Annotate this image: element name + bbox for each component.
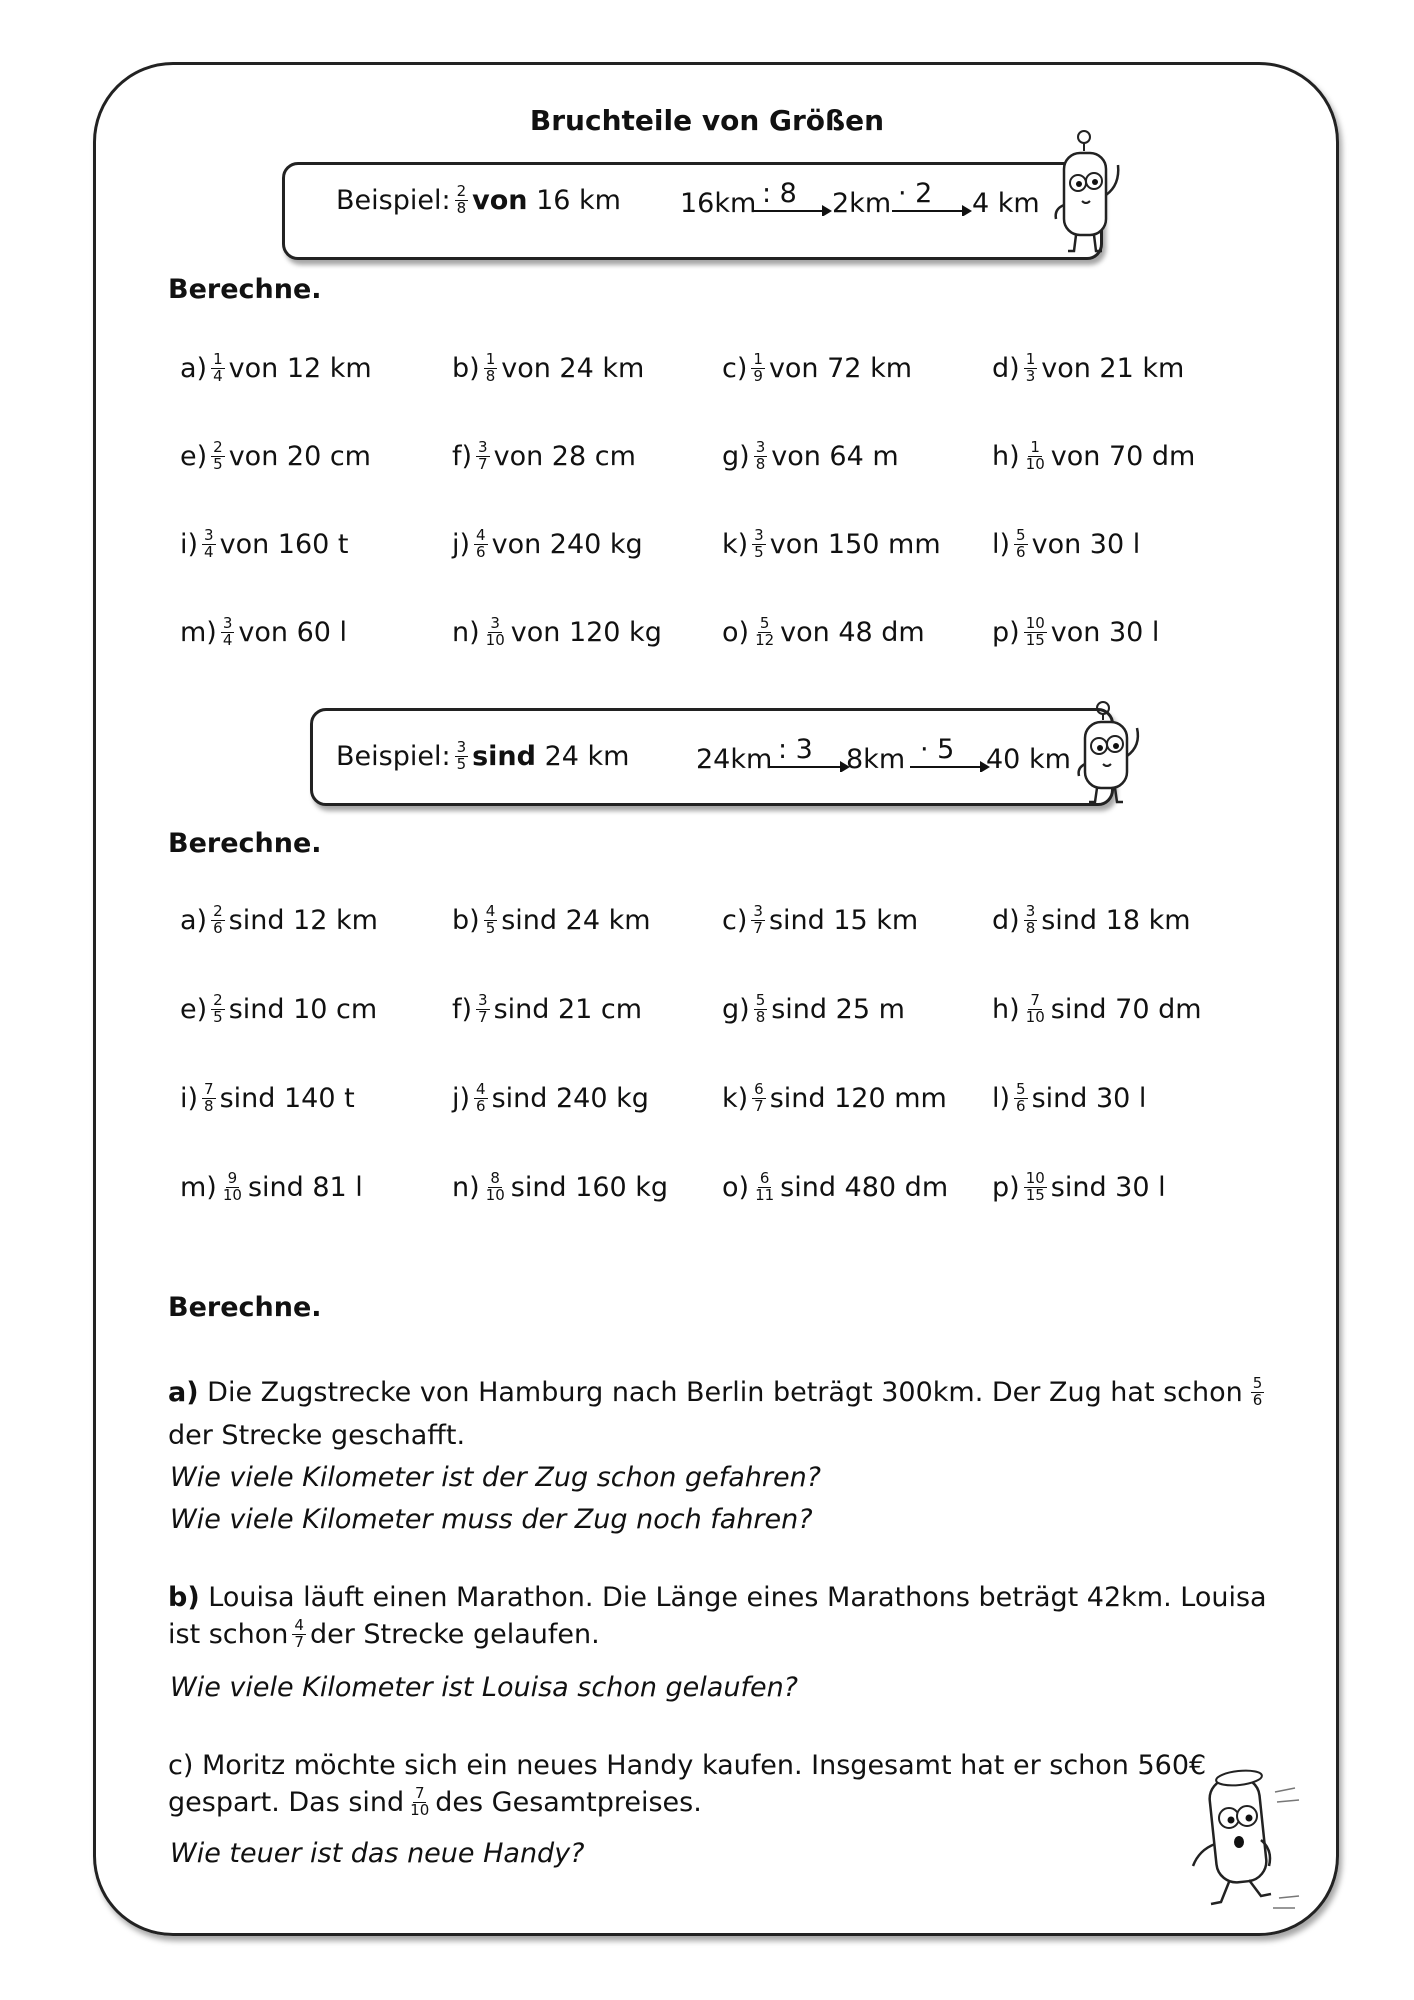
task-label: h)	[992, 993, 1020, 1025]
task-fraction	[202, 528, 216, 561]
fraction-denominator: 10	[485, 1185, 505, 1204]
task-text: von 120 kg	[510, 616, 662, 648]
fraction-denominator: 15	[1025, 1185, 1045, 1204]
task-item	[452, 904, 651, 937]
task-item	[452, 528, 643, 561]
task-fraction	[484, 616, 507, 649]
page-title: Bruchteile von Größen	[529, 104, 885, 137]
fraction-numerator: 5	[1016, 526, 1026, 544]
task-text: von 30 l	[1031, 528, 1141, 560]
task-fraction	[753, 1171, 776, 1204]
fraction-denominator: 9	[753, 366, 763, 385]
fraction-numerator: 4	[485, 902, 496, 920]
task-label: f)	[452, 993, 473, 1025]
fraction-numerator: 3	[754, 526, 764, 544]
task-label: k)	[722, 1082, 749, 1114]
fraction-denominator: 10	[1025, 454, 1045, 473]
chain-op1: : 8	[762, 178, 797, 209]
fraction-denominator: 7	[753, 918, 763, 937]
task-fraction	[751, 904, 765, 937]
mascot-idea-icon	[1075, 698, 1165, 808]
task-item	[722, 993, 905, 1026]
chain-arrow-1	[768, 756, 852, 772]
fraction-denominator: 6	[476, 542, 486, 561]
task-text: sind 30 l	[1031, 1082, 1147, 1114]
word-problem-a-line1	[168, 1376, 1268, 1409]
fraction-numerator: 4	[294, 1616, 304, 1634]
task-item	[992, 1171, 1166, 1204]
task-text: sind 30 l	[1050, 1171, 1166, 1203]
task-text: von 20 cm	[228, 440, 371, 472]
task-fraction	[211, 352, 225, 385]
task-fraction	[752, 528, 766, 561]
word-problem-b-line1	[168, 1582, 1267, 1613]
task-fraction	[1024, 352, 1038, 385]
task-label: h)	[992, 440, 1020, 472]
fraction-numerator: 4	[476, 526, 486, 544]
task-label: a)	[180, 352, 208, 384]
word-problem-text: gespart. Das sind	[168, 1786, 405, 1818]
task-label: n)	[452, 1171, 480, 1203]
word-problem-a-question2: Wie viele Kilometer muss der Zug noch fahren?	[170, 1504, 813, 1535]
fraction-numerator: 10	[1025, 1169, 1045, 1187]
task-label: d)	[992, 352, 1020, 384]
task-label: b)	[452, 904, 480, 936]
example-quantity: 16 km	[536, 184, 621, 216]
task-label: m)	[180, 616, 217, 648]
task-text: von 160 t	[219, 528, 349, 560]
fraction-numerator: 3	[490, 614, 500, 632]
task-text: sind 18 km	[1041, 904, 1191, 936]
task-item	[180, 904, 378, 937]
task-item	[722, 1171, 948, 1204]
task-text: von 48 dm	[780, 616, 925, 648]
task-item	[180, 1171, 363, 1204]
task-text: sind 25 m	[771, 993, 905, 1025]
chain-op2: · 2	[898, 178, 933, 209]
fraction-numerator: 3	[1025, 902, 1036, 920]
mascot-idea-icon	[1050, 125, 1140, 260]
fraction-numerator: 5	[1016, 1080, 1026, 1098]
task-label: i)	[180, 1082, 199, 1114]
task-fraction	[753, 616, 776, 649]
fraction-denominator: 10	[410, 1800, 430, 1819]
fraction-denominator: 10	[222, 1185, 242, 1204]
task-label: l)	[992, 528, 1011, 560]
task-label: j)	[452, 1082, 471, 1114]
fraction-denominator: 8	[755, 1007, 766, 1026]
word-problem-text: der Strecke gelaufen.	[309, 1618, 600, 1650]
task-item	[180, 352, 372, 385]
task-label: e)	[180, 440, 208, 472]
task-text: von 72 km	[768, 352, 913, 384]
task-text: sind 240 kg	[491, 1082, 649, 1114]
example-sind-text	[336, 740, 629, 773]
task-fraction	[474, 528, 488, 561]
task-label: k)	[722, 528, 749, 560]
fraction-numerator: 6	[759, 1169, 770, 1187]
heading-berechne-2: Berechne.	[168, 828, 322, 859]
task-fraction	[751, 352, 765, 385]
fraction-numerator: 5	[759, 614, 770, 632]
task-item	[180, 528, 349, 561]
task-item	[180, 993, 377, 1026]
chain-mid: 2km	[832, 188, 892, 219]
chain-op2: · 5	[920, 734, 955, 765]
fraction-denominator: 10	[1025, 1007, 1045, 1026]
fraction-numerator: 7	[414, 1784, 425, 1802]
fraction-numerator: 10	[1025, 614, 1045, 632]
task-text: von 21 km	[1041, 352, 1185, 384]
word-problem-b-question1: Wie viele Kilometer ist Louisa schon gelaufen?	[170, 1672, 799, 1703]
fraction-denominator: 5	[213, 454, 223, 473]
task-label: b)	[452, 352, 480, 384]
fraction-denominator: 7	[294, 1632, 304, 1651]
chain-start: 16km	[680, 188, 757, 219]
task-fraction	[211, 904, 225, 937]
word-problem-c-question1: Wie teuer ist das neue Handy?	[170, 1838, 585, 1869]
task-item	[180, 616, 347, 649]
task-fraction	[484, 1171, 507, 1204]
task-text: von 240 kg	[491, 528, 643, 560]
heading-berechne-1: Berechne.	[168, 274, 322, 305]
fraction-numerator: 9	[227, 1169, 238, 1187]
task-fraction	[752, 1082, 766, 1115]
fraction-denominator: 5	[213, 1007, 223, 1026]
task-text: von 60 l	[238, 616, 348, 648]
task-fraction	[1024, 993, 1047, 1026]
task-fraction	[474, 1082, 488, 1115]
fraction-numerator: 1	[1030, 438, 1040, 456]
task-item	[452, 993, 642, 1026]
word-problem-c-line2	[168, 1786, 702, 1819]
task-fraction	[484, 352, 498, 385]
task-item	[992, 440, 1195, 473]
task-fraction	[484, 904, 498, 937]
task-text: sind 70 dm	[1050, 993, 1202, 1025]
fraction-denominator: 6	[1016, 1096, 1026, 1115]
task-item	[722, 440, 899, 473]
fraction-denominator: 15	[1025, 630, 1045, 649]
task-item	[722, 904, 918, 937]
fraction-numerator: 1	[485, 350, 496, 368]
fraction-denominator: 6	[213, 918, 223, 937]
task-item	[722, 352, 912, 385]
task-label: a)	[180, 904, 208, 936]
task-label: l)	[992, 1082, 1011, 1114]
task-item	[992, 904, 1191, 937]
heading-berechne-3: Berechne.	[168, 1292, 322, 1323]
task-label: p)	[992, 1171, 1020, 1203]
fraction-denominator: 8	[1025, 918, 1036, 937]
example-keyword: von	[472, 184, 528, 216]
task-text: von 12 km	[228, 352, 372, 384]
task-label: c)	[722, 904, 748, 936]
fraction-denominator: 8	[755, 454, 766, 473]
word-problem-label: b)	[168, 1582, 200, 1613]
word-problem-label: a)	[168, 1376, 199, 1408]
word-problem-text: des Gesamtpreises.	[435, 1786, 702, 1818]
fraction-numerator: 3	[478, 438, 488, 456]
word-problem-fraction	[1251, 1376, 1265, 1409]
task-text: sind 10 cm	[228, 993, 378, 1025]
task-item	[722, 616, 925, 649]
word-problem-a-question1: Wie viele Kilometer ist der Zug schon gefahren?	[170, 1462, 822, 1493]
fraction-numerator: 3	[478, 991, 488, 1009]
fraction-denominator: 8	[456, 198, 467, 217]
fraction-denominator: 7	[478, 1007, 488, 1026]
task-label: c)	[722, 352, 748, 384]
chain-end: 40 km	[986, 744, 1071, 775]
fraction-numerator: 2	[213, 991, 223, 1009]
fraction-numerator: 4	[476, 1080, 486, 1098]
example-von-text	[336, 184, 621, 217]
word-problem-text: ist schon	[168, 1618, 289, 1650]
task-label: g)	[722, 440, 750, 472]
chain-arrow-2	[890, 200, 974, 216]
task-text: sind 24 km	[501, 904, 651, 936]
fraction-denominator: 4	[204, 542, 214, 561]
task-text: sind 21 cm	[493, 993, 643, 1025]
task-item	[452, 1171, 668, 1204]
task-label: p)	[992, 616, 1020, 648]
fraction-numerator: 8	[490, 1169, 500, 1187]
example-quantity: 24 km	[544, 740, 630, 772]
fraction-numerator: 3	[204, 526, 214, 544]
word-problem-a-line2: der Strecke geschafft.	[168, 1420, 466, 1451]
task-label: i)	[180, 528, 199, 560]
task-text: von 30 l	[1050, 616, 1160, 648]
task-fraction	[1024, 904, 1038, 937]
fraction-numerator: 3	[755, 438, 766, 456]
task-text: sind 120 mm	[769, 1082, 947, 1114]
fraction-denominator: 5	[456, 754, 467, 773]
task-fraction	[1014, 528, 1028, 561]
mascot-running-icon	[1185, 1758, 1305, 1918]
word-problem-text: Louisa läuft einen Marathon. Die Länge eines Marathons beträgt 42km. Louisa	[208, 1582, 1267, 1613]
task-label: e)	[180, 993, 208, 1025]
task-item	[452, 440, 636, 473]
task-label: g)	[722, 993, 750, 1025]
word-problem-b-line2	[168, 1618, 600, 1651]
task-fraction	[754, 993, 768, 1026]
fraction-numerator: 2	[213, 438, 223, 456]
task-item	[452, 616, 662, 649]
task-fraction	[476, 440, 490, 473]
fraction-denominator: 6	[1252, 1390, 1263, 1409]
fraction-numerator: 2	[456, 182, 467, 200]
fraction-denominator: 6	[1016, 542, 1026, 561]
example-keyword: sind	[472, 740, 536, 772]
task-item	[992, 1082, 1146, 1115]
fraction-numerator: 3	[456, 738, 467, 756]
example-prefix: Beispiel:	[336, 740, 451, 772]
task-label: n)	[452, 616, 480, 648]
task-label: o)	[722, 616, 750, 648]
task-fraction	[754, 440, 768, 473]
task-fraction	[1024, 440, 1047, 473]
fraction-numerator: 5	[755, 991, 766, 1009]
task-item	[452, 1082, 649, 1115]
word-problem-text: Die Zugstrecke von Hamburg nach Berlin beträgt 300km. Der Zug hat schon	[207, 1376, 1243, 1408]
task-fraction	[1024, 616, 1047, 649]
fraction-denominator: 5	[754, 542, 764, 561]
task-text: sind 15 km	[768, 904, 919, 936]
chain-arrow-1	[750, 200, 834, 216]
fraction-denominator: 12	[755, 630, 775, 649]
task-text: von 64 m	[771, 440, 899, 472]
task-text: von 28 cm	[493, 440, 636, 472]
task-item	[992, 616, 1159, 649]
task-fraction	[476, 993, 490, 1026]
fraction-denominator: 7	[754, 1096, 764, 1115]
fraction-numerator: 2	[213, 902, 223, 920]
task-item	[722, 1082, 947, 1115]
chain-start: 24km	[696, 744, 773, 775]
task-text: von 70 dm	[1050, 440, 1196, 472]
task-label: f)	[452, 440, 473, 472]
fraction-denominator: 4	[213, 366, 223, 385]
chain-arrow-2	[908, 756, 992, 772]
task-fraction	[221, 616, 235, 649]
chain-end: 4 km	[972, 188, 1040, 219]
task-item	[452, 352, 644, 385]
task-item	[722, 528, 941, 561]
task-label: m)	[180, 1171, 217, 1203]
task-item	[992, 993, 1202, 1026]
word-problem-fraction	[408, 1786, 431, 1819]
fraction-numerator: 1	[1025, 350, 1036, 368]
fraction-denominator: 8	[485, 366, 496, 385]
task-item	[180, 440, 371, 473]
task-fraction	[1024, 1171, 1047, 1204]
fraction-numerator: 1	[753, 350, 763, 368]
fraction-numerator: 7	[1030, 991, 1040, 1009]
fraction-denominator: 3	[1025, 366, 1036, 385]
task-text: sind 140 t	[219, 1082, 355, 1114]
task-fraction	[221, 1171, 244, 1204]
task-text: sind 160 kg	[510, 1171, 669, 1203]
fraction-numerator: 7	[204, 1080, 214, 1098]
task-text: von 150 mm	[769, 528, 941, 560]
fraction-denominator: 10	[485, 630, 505, 649]
chain-op1: : 3	[778, 734, 813, 765]
fraction-numerator: 3	[753, 902, 763, 920]
task-fraction	[1014, 1082, 1028, 1115]
word-problem-c-line1: c) Moritz möchte sich ein neues Handy kaufen. Insgesamt hat er schon 560€	[168, 1750, 1207, 1781]
example-fraction	[455, 740, 469, 773]
task-text: sind 81 l	[247, 1171, 363, 1203]
fraction-denominator: 4	[222, 630, 233, 649]
fraction-numerator: 6	[754, 1080, 764, 1098]
task-item	[992, 528, 1140, 561]
example-prefix: Beispiel:	[336, 184, 451, 216]
fraction-denominator: 8	[204, 1096, 214, 1115]
fraction-denominator: 5	[485, 918, 496, 937]
fraction-numerator: 3	[222, 614, 233, 632]
task-text: von 24 km	[501, 352, 645, 384]
task-label: d)	[992, 904, 1020, 936]
word-problem-fraction	[292, 1618, 306, 1651]
task-text: sind 480 dm	[780, 1171, 949, 1203]
fraction-numerator: 1	[213, 350, 223, 368]
fraction-numerator: 5	[1252, 1374, 1263, 1392]
task-item	[992, 352, 1184, 385]
fraction-denominator: 6	[476, 1096, 486, 1115]
task-text: sind 12 km	[228, 904, 378, 936]
example-fraction	[455, 184, 469, 217]
task-label: o)	[722, 1171, 750, 1203]
task-fraction	[202, 1082, 216, 1115]
task-label: j)	[452, 528, 471, 560]
task-item	[180, 1082, 355, 1115]
fraction-denominator: 11	[755, 1185, 775, 1204]
fraction-denominator: 7	[478, 454, 488, 473]
task-fraction	[211, 993, 225, 1026]
task-fraction	[211, 440, 225, 473]
chain-mid: 8km	[846, 744, 906, 775]
